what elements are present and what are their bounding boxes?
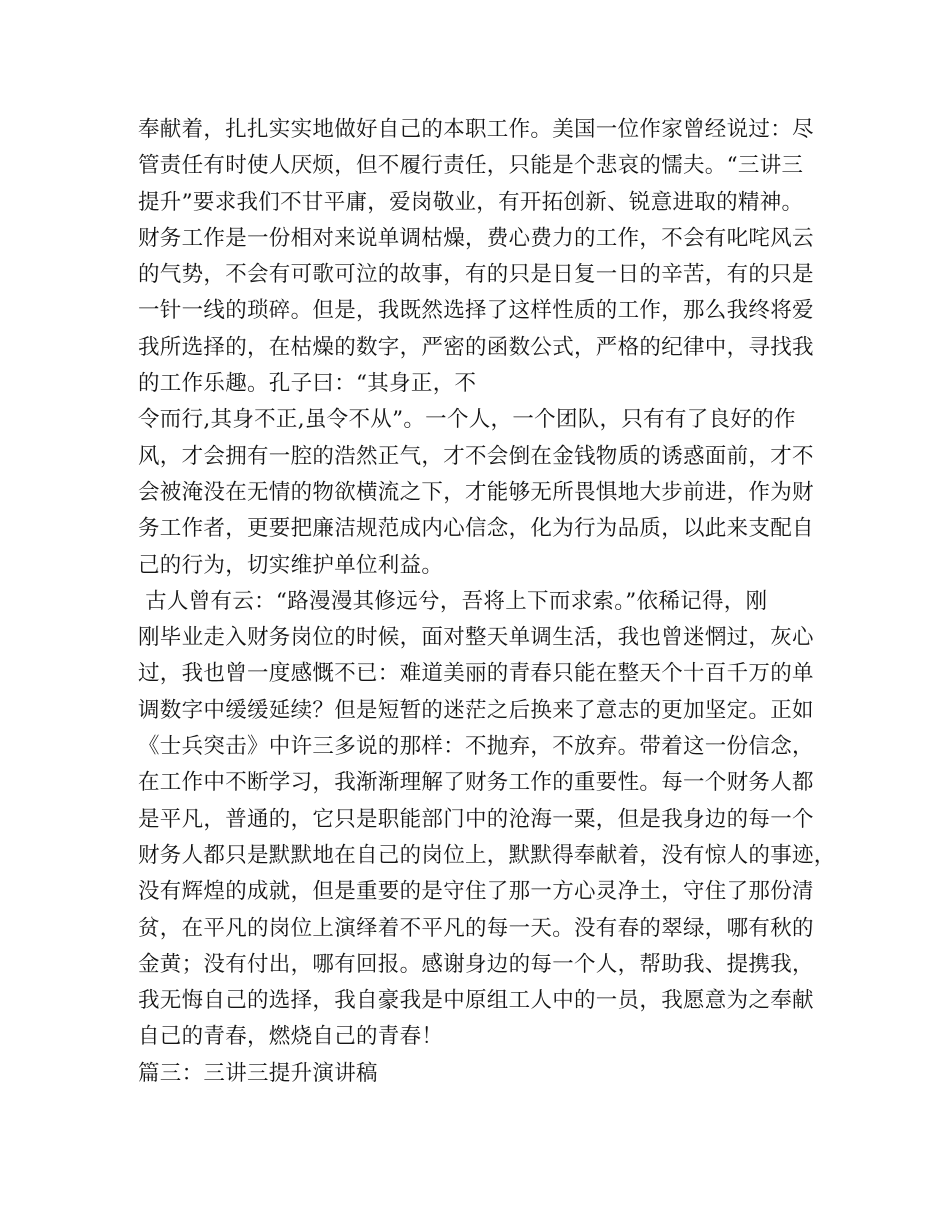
text-line: 令而行,其身不正,虽令不从”。一个人，一个团队，只有有了良好的作 bbox=[138, 407, 796, 433]
text-line: 金黄；没有付出，哪有回报。感谢身边的每一个人，帮助我、提携我， bbox=[138, 951, 814, 977]
text-line: 的工作乐趣。孔子曰：“其身正，不 bbox=[138, 371, 477, 397]
text-line: 过，我也曾一度感慨不已：难道美丽的青春只能在整天个十百千万的单 bbox=[138, 661, 814, 687]
text-line: 刚毕业走入财务岗位的时候，面对整天单调生活，我也曾迷惘过，灰心 bbox=[138, 625, 814, 651]
text-line: 没有辉煌的成就，但是重要的是守住了那一方心灵净土，守住了那份清 bbox=[138, 879, 814, 905]
text-line: 的气势，不会有可歌可泣的故事，有的只是日复一日的辛苦，有的只是 bbox=[138, 262, 814, 288]
body-text bbox=[138, 112, 836, 1092]
text-line: 风，才会拥有一腔的浩然正气，才不会倒在金钱物质的诱惑面前，才不 bbox=[138, 443, 814, 469]
text-line: 调数字中缓缓延续？但是短暂的迷茫之后换来了意志的更加坚定。正如 bbox=[138, 697, 814, 723]
text-line: 我所选择的，在枯燥的数字，严密的函数公式，严格的纪律中，寻找我 bbox=[138, 334, 814, 360]
text-line: 管责任有时使人厌烦，但不履行责任，只能是个悲哀的懦夫。“三讲三 bbox=[138, 153, 804, 179]
text-line: 是平凡，普通的，它只是职能部门中的沧海一粟，但是我身边的每一个 bbox=[138, 806, 814, 832]
text-line: 自己的青春，燃烧自己的青春！ bbox=[138, 1024, 444, 1050]
text-line: 贫，在平凡的岗位上演绎着不平凡的每一天。没有春的翠绿，哪有秋的 bbox=[138, 915, 814, 941]
text-line: 《士兵突击》中许三多说的那样：不抛弃，不放弃。带着这一份信念， bbox=[138, 734, 814, 760]
text-line: 奉献着，扎扎实实地做好自己的本职工作。美国一位作家曾经说过：尽 bbox=[138, 117, 814, 142]
text-line: 财务人都只是默默地在自己的岗位上，默默得奉献着，没有惊人的事迹， bbox=[138, 842, 836, 868]
text-line: 己的行为，切实维护单位利益。 bbox=[138, 552, 444, 578]
text-line: 我无悔自己的选择，我自豪我是中原组工人中的一员，我愿意为之奉献 bbox=[138, 988, 814, 1014]
text-line: 务工作者，更要把廉洁规范成内心信念，化为行为品质，以此来支配自 bbox=[138, 516, 814, 542]
text-line: 提升”要求我们不甘平庸，爱岗敬业，有开拓创新、锐意进取的精神。 bbox=[138, 189, 804, 215]
text-line: 古人曾有云：“路漫漫其修远兮，吾将上下而求索。”依稀记得，刚 bbox=[138, 588, 768, 614]
text-line: 会被淹没在无情的物欲横流之下，才能够无所畏惧地大步前进，作为财 bbox=[138, 479, 814, 505]
text-line: 财务工作是一份相对来说单调枯燥，费心费力的工作，不会有叱咤风云 bbox=[138, 225, 814, 251]
section-heading: 篇三：三讲三提升演讲稿 bbox=[138, 1060, 378, 1086]
text-line: 一针一线的琐碎。但是，我既然选择了这样性质的工作，那么我终将爱 bbox=[138, 298, 814, 324]
text-line: 在工作中不断学习，我渐渐理解了财务工作的重要性。每一个财务人都 bbox=[138, 770, 814, 796]
